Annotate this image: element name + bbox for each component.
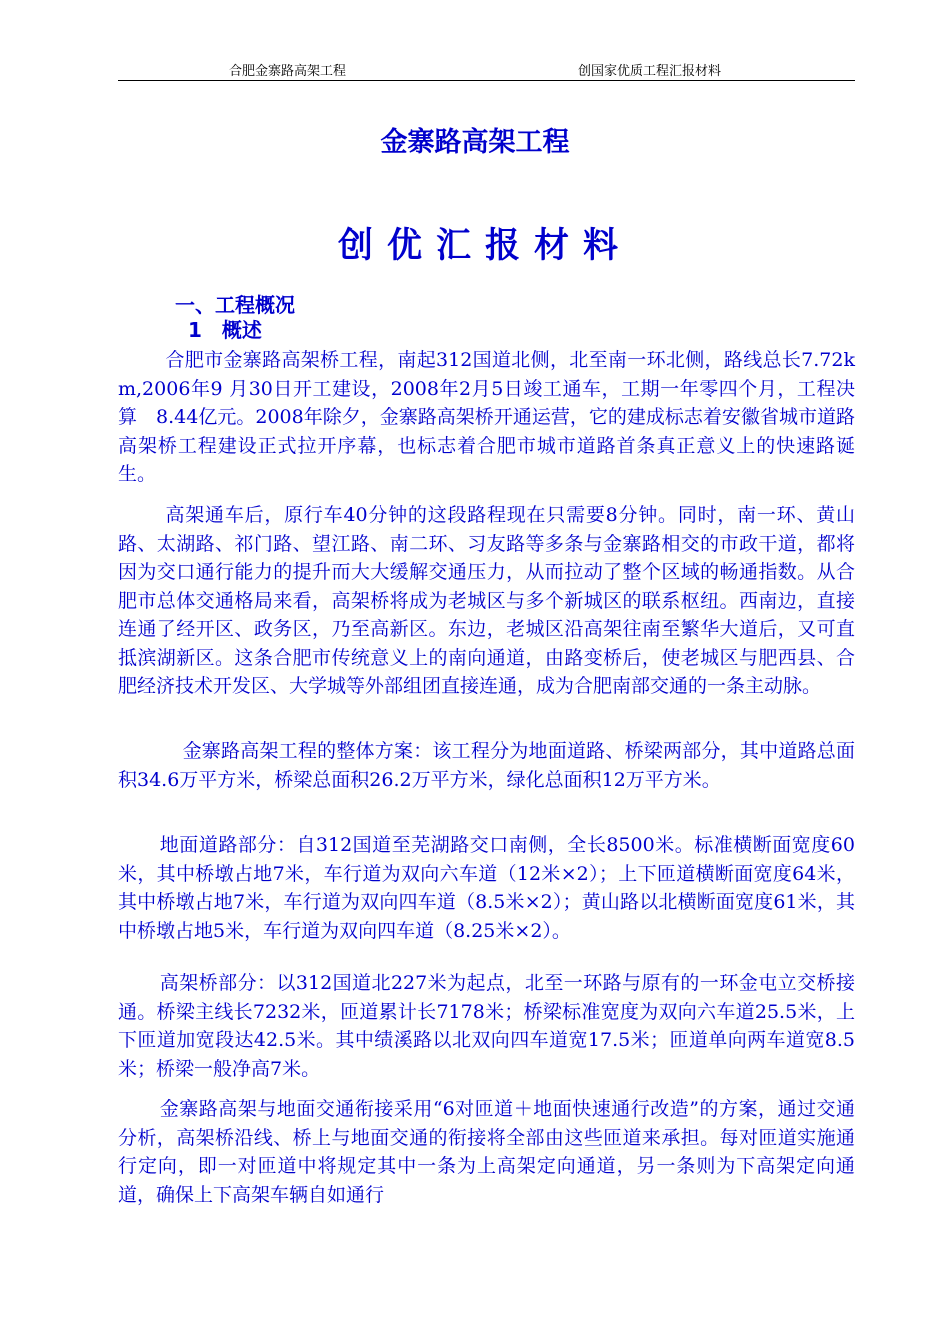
paragraph-ramps: 金寨路高架与地面交通衔接采用“6对匝道＋地面快速通行改造”的方案，通过交通分析，高架桥沿线、桥上与地面交通的衔接将全部由这些匝道来承担。每对匝道实施通行定向，即一对匝道中将规定其中一条为上高架定向通道，另一条则为下高架定向通道，确保上下高架车辆自如通行 (118, 1098, 855, 1206)
header-left-text: 合肥金寨路高架工程 (229, 64, 347, 79)
section-heading: 一、工程概况 (175, 293, 295, 317)
paragraph-overall-plan: 金寨路高架工程的整体方案：该工程分为地面道路、桥梁两部分，其中道路总面积34.6万平方米，桥梁总面积26.2万平方米，绿化总面积12万平方米。 (118, 740, 855, 791)
paragraph-viaduct: 高架桥部分：以312国道北227米为起点，北至一环路与原有的一环金屯立交桥接通。桥梁主线长7232米，匝道累计长7178米；桥梁标准宽度为双向六车道25.5米，上下匝道加宽段达42.5米。其中绩溪路以北双向四车道宽17.5米；匝道单向两车道宽8.5米；桥梁一般净高7米。 (118, 972, 855, 1080)
paragraph-ground-road: 地面道路部分：自312国道至芜湖路交口南侧，全长8500米。标准横断面宽度60米，其中桥墩占地7米，车行道为双向六车道（12米×2）；上下匝道横断面宽度64米，其中桥墩占地7米，车行道为双向四车道（8.5米×2）；黄山路以北横断面宽度61米，其中桥墩占地5米，车行道为双向四车道（8.25米×2）。 (118, 834, 855, 942)
subsection-heading: 1 概述 (188, 318, 262, 342)
document-subtitle: 创优汇报材料 (337, 226, 632, 266)
paragraph-overview: 合肥市金寨路高架桥工程，南起312国道北侧，北至南一环北侧，路线总长7.72km,2006年9 月30日开工建设，2008年2月5日竣工通车，工期一年零四个月，工程决算 8.44亿元。2008年除夕，金寨路高架桥开通运营，它的建成标志着安徽省城市道路高架桥工程建设正式拉开序幕，也标志着合肥市城市道路首条真正意义上的快速路诞生。 (118, 349, 855, 485)
document-title: 金寨路高架工程 (380, 127, 570, 158)
paragraph-traffic: 高架通车后，原行车40分钟的这段路程现在只需要8分钟。同时，南一环、黄山路、太湖路、祁门路、望江路、南二环、习友路等多条与金寨路相交的市政干道，都将因为交口通行能力的提升而大大缓解交通压力，从而拉动了整个区域的畅通指数。从合肥市总体交通格局来看，高架桥将成为老城区与多个新城区的联系枢纽。西南边，直接连通了经开区、政务区，乃至高新区。东边，老城区沿高架往南至繁华大道后，又可直抵滨湖新区。这条合肥市传统意义上的南向通道，由路变桥后，使老城区与肥西县、合肥经济技术开发区、大学城等外部组团直接连通，成为合肥南部交通的一条主动脉。 (118, 504, 855, 697)
running-header (118, 58, 855, 81)
header-right-text: 创国家优质工程汇报材料 (578, 64, 722, 79)
